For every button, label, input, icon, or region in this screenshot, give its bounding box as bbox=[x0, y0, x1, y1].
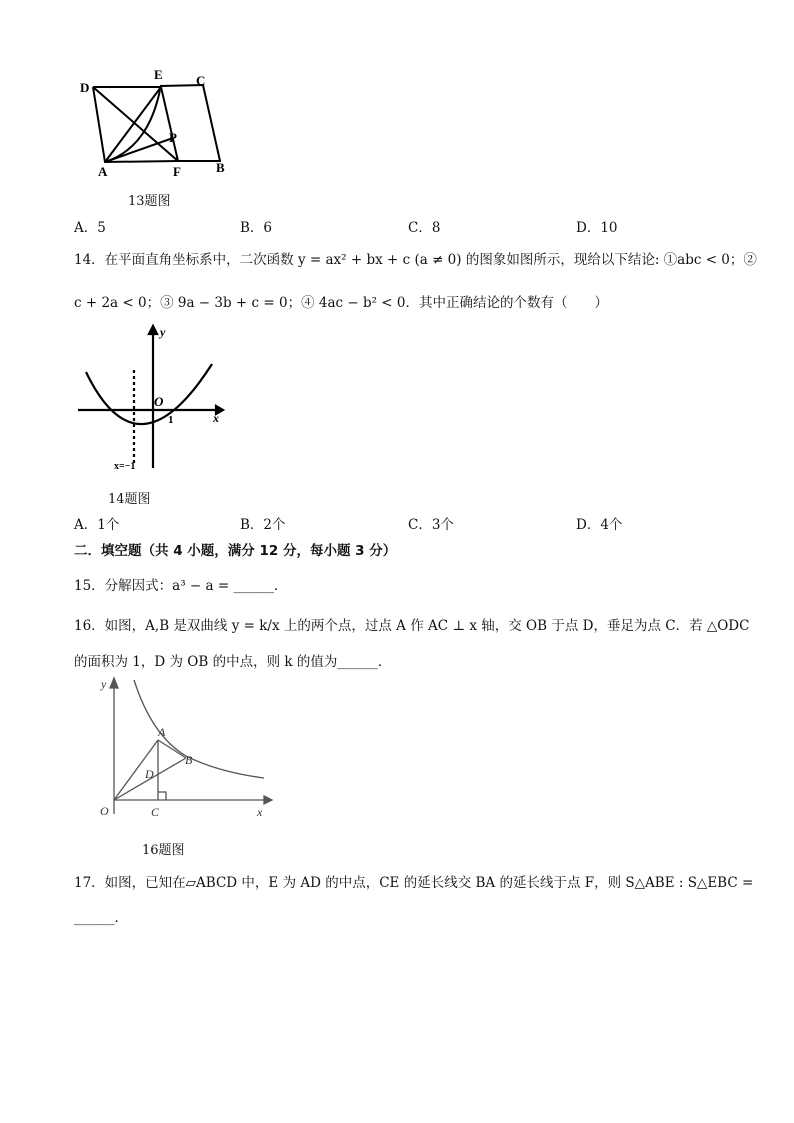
q16-caption: 16题图 bbox=[142, 843, 185, 858]
q16-text-line1: 16．如图，A,B 是双曲线 y = k/x 上的两个点，过点 A 作 AC ⊥ x 轴，交 OB 于点 D，垂足为点 C．若 △ODC bbox=[74, 618, 750, 634]
q16-point-c-label: C bbox=[151, 805, 160, 819]
q14-axis-of-symmetry-label: x=−1 bbox=[114, 461, 136, 472]
q13-option-d: D．10 bbox=[576, 220, 618, 236]
q14-option-d: D．4个 bbox=[576, 517, 623, 533]
q13-label-p: P bbox=[169, 130, 177, 145]
q14-one-label: 1 bbox=[168, 414, 174, 426]
q16-point-b-label: B bbox=[185, 753, 193, 767]
q13-caption: 13题图 bbox=[128, 194, 171, 209]
q13-option-c: C．8 bbox=[408, 220, 441, 236]
q13-figure bbox=[76, 66, 236, 182]
q16-y-label: y bbox=[101, 677, 107, 691]
q16-figure bbox=[88, 674, 274, 824]
q17-text-line1: 17．如图，已知在▱ABCD 中，E 为 AD 的中点，CE 的延长线交 BA 的延长线于点 F，则 S△ABE : S△EBC = bbox=[74, 875, 754, 891]
q14-x-label: x bbox=[213, 411, 219, 425]
q16-origin-label: O bbox=[100, 804, 109, 818]
q16-x-label: x bbox=[257, 805, 263, 819]
q14-text-line2: c + 2a < 0；③ 9a − 3b + c = 0；④ 4ac − b² < 0．其中正确结论的个数有（ ） bbox=[74, 295, 608, 311]
q15-text: 15．分解因式：a³ − a = ______． bbox=[74, 578, 288, 594]
q14-origin-label: O bbox=[154, 394, 164, 409]
q13-label-c: C bbox=[196, 73, 206, 88]
q14-figure bbox=[76, 322, 226, 472]
q16-point-a-label: A bbox=[158, 725, 166, 739]
q13-label-a: A bbox=[98, 164, 108, 179]
section2-title: 二．填空题（共 4 小题，满分 12 分，每小题 3 分） bbox=[74, 543, 397, 559]
q14-text-line1: 14．在平面直角坐标系中，二次函数 y = ax² + bx + c (a ≠ 0) 的图象如图所示，现给以下结论: ①abc < 0；② bbox=[74, 252, 757, 268]
q14-caption: 14题图 bbox=[108, 492, 151, 507]
q13-label-e: E bbox=[154, 67, 163, 82]
q17-text-line2: ______． bbox=[74, 910, 128, 926]
q14-option-a: A．1个 bbox=[74, 517, 120, 533]
q13-option-a: A．5 bbox=[74, 220, 106, 236]
q14-option-b: B．2个 bbox=[240, 517, 286, 533]
q13-label-b: B bbox=[216, 160, 225, 175]
q16-text-line2: 的面积为 1，D 为 OB 的中点，则 k 的值为______． bbox=[74, 654, 392, 670]
q14-option-c: C．3个 bbox=[408, 517, 454, 533]
q13-option-b: B．6 bbox=[240, 220, 273, 236]
q16-point-d-label: D bbox=[145, 767, 154, 781]
q13-label-d: D bbox=[80, 80, 90, 95]
q13-label-f: F bbox=[173, 164, 181, 179]
q14-y-label: y bbox=[160, 325, 166, 339]
